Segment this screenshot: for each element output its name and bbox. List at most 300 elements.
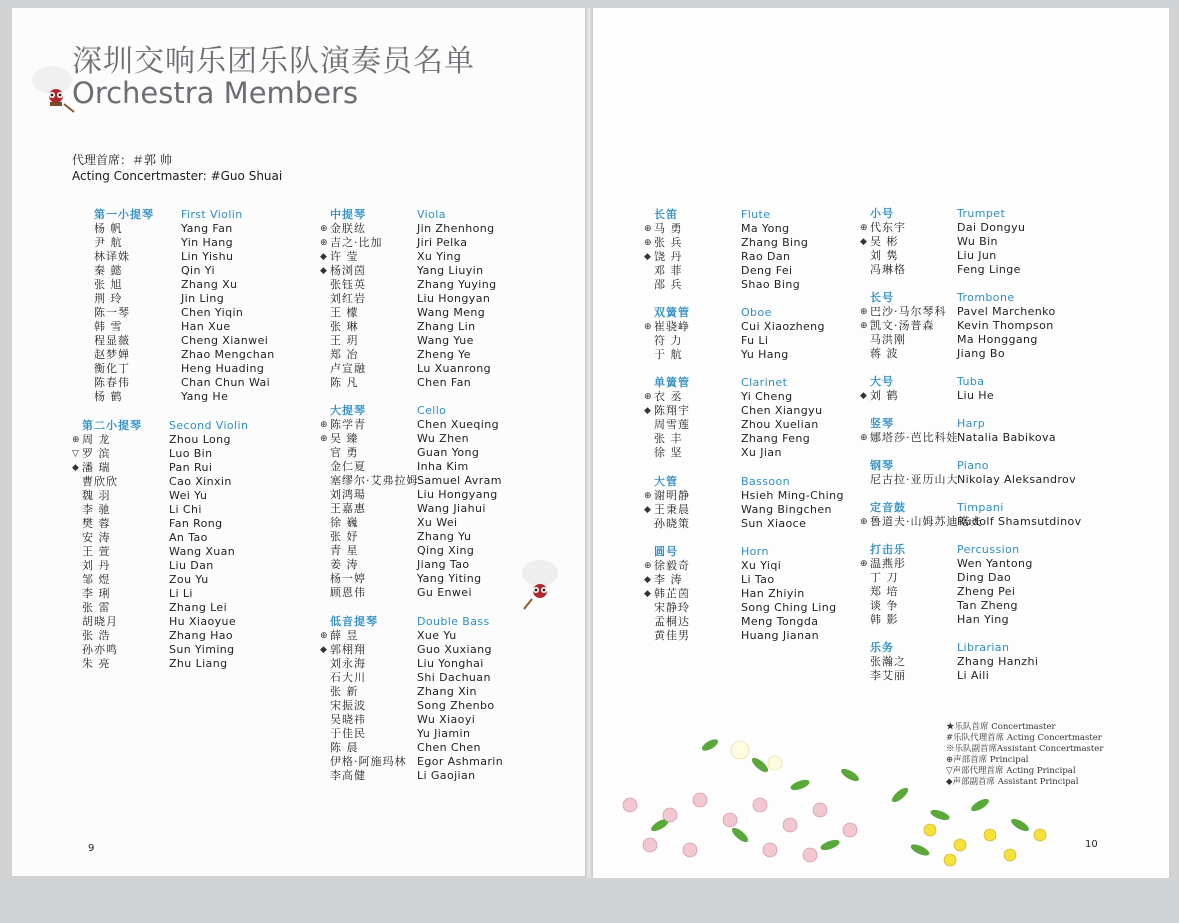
member-name-en: Li Li bbox=[169, 587, 193, 600]
member-name-en: Huang Jianan bbox=[741, 629, 819, 642]
member-row bbox=[860, 249, 1025, 263]
member-name-en: Yang Yiting bbox=[417, 572, 482, 585]
member-name-en: Cui Xiaozheng bbox=[741, 320, 825, 333]
member-name-cn: 薛 昱 bbox=[330, 629, 359, 642]
member-name-en: Cao Xinxin bbox=[169, 475, 232, 488]
member-row bbox=[320, 769, 503, 783]
role-mark bbox=[320, 502, 330, 516]
section-clarinet bbox=[644, 376, 822, 460]
member-name-cn: 陈一琴 bbox=[94, 306, 130, 319]
section-heading-cn: 长笛 bbox=[654, 208, 678, 221]
member-row bbox=[72, 629, 248, 643]
role-mark: ⊕ bbox=[644, 392, 652, 402]
member-row bbox=[84, 362, 275, 376]
role-mark: ⊕ bbox=[860, 223, 868, 233]
section-flute bbox=[644, 208, 808, 292]
section-cello bbox=[320, 404, 502, 600]
member-row bbox=[72, 573, 248, 587]
member-name-en: Zhou Long bbox=[169, 433, 231, 446]
member-name-en: Yang Fan bbox=[181, 222, 233, 235]
role-mark: ⊕ bbox=[72, 435, 80, 445]
member-name-en: Xu Ying bbox=[417, 250, 462, 263]
role-mark bbox=[320, 685, 330, 699]
section-heading-en: Double Bass bbox=[417, 615, 490, 628]
member-row bbox=[72, 433, 248, 447]
member-row bbox=[72, 545, 248, 559]
member-name-en: Wang Bingchen bbox=[741, 503, 832, 516]
member-row bbox=[320, 334, 496, 348]
member-name-cn: 吉之·比加 bbox=[330, 236, 383, 249]
member-row bbox=[72, 503, 248, 517]
section-viola bbox=[320, 208, 496, 390]
role-mark: ◆ bbox=[320, 252, 327, 262]
member-name-en: Deng Fei bbox=[741, 264, 793, 277]
section-harp bbox=[860, 417, 1056, 445]
role-mark: ◆ bbox=[860, 391, 867, 401]
member-name-en: Han Xue bbox=[181, 320, 231, 333]
role-mark: ◆ bbox=[72, 463, 79, 473]
member-name-en: Fu Li bbox=[741, 334, 769, 347]
member-name-cn: 林译姝 bbox=[94, 250, 130, 263]
member-row bbox=[84, 250, 275, 264]
role-mark bbox=[860, 669, 870, 683]
member-name-cn: 于 航 bbox=[654, 348, 683, 361]
section-heading-spacer bbox=[860, 459, 870, 473]
member-name-cn: 温燕彤 bbox=[870, 557, 906, 570]
role-mark: ⊕ bbox=[320, 238, 328, 248]
member-row bbox=[860, 389, 994, 403]
section-piano bbox=[860, 459, 1076, 487]
role-mark bbox=[860, 249, 870, 263]
member-row bbox=[644, 432, 822, 446]
member-name-cn: 魏 羽 bbox=[82, 489, 111, 502]
member-row bbox=[644, 348, 825, 362]
member-name-en: Xu Yiqi bbox=[741, 559, 782, 572]
member-name-en: Zhang Hao bbox=[169, 629, 234, 642]
legend bbox=[946, 722, 1103, 788]
member-name-cn: 王 檬 bbox=[330, 306, 359, 319]
member-name-cn: 曹欣欣 bbox=[82, 475, 118, 488]
member-name-cn: 吴晓祎 bbox=[330, 713, 366, 726]
member-name-cn: 金朕纮 bbox=[330, 222, 366, 235]
member-name-cn: 衣 丞 bbox=[654, 390, 683, 403]
role-mark bbox=[644, 432, 654, 446]
member-row bbox=[72, 559, 248, 573]
section-heading-cn: 竖琴 bbox=[870, 417, 894, 430]
role-mark bbox=[860, 347, 870, 361]
member-row bbox=[320, 362, 496, 376]
role-mark bbox=[644, 264, 654, 278]
member-name-cn: 周雪莲 bbox=[654, 418, 690, 431]
member-name-en: Gu Enwei bbox=[417, 586, 472, 599]
member-name-cn: 李 驰 bbox=[82, 503, 111, 516]
member-name-cn: 张 妤 bbox=[330, 530, 359, 543]
member-row bbox=[320, 418, 502, 432]
section-heading-spacer bbox=[860, 501, 870, 515]
member-row bbox=[320, 474, 502, 488]
member-name-cn: 鲁道夫·山姆苏迪诺夫 bbox=[870, 515, 983, 528]
member-name-en: Yang He bbox=[181, 390, 229, 403]
member-row bbox=[860, 305, 1056, 319]
role-mark bbox=[84, 306, 94, 320]
member-name-cn: 孟桐达 bbox=[654, 615, 690, 628]
member-row bbox=[320, 530, 502, 544]
role-mark bbox=[84, 250, 94, 264]
member-name-cn: 邓 菲 bbox=[654, 264, 683, 277]
mascot-icon bbox=[510, 555, 570, 615]
member-row bbox=[644, 503, 844, 517]
member-name-cn: 刘红岩 bbox=[330, 292, 366, 305]
member-name-cn: 郑 培 bbox=[870, 585, 899, 598]
member-name-en: Cheng Xianwei bbox=[181, 334, 269, 347]
member-name-en: Chen Fan bbox=[417, 376, 472, 389]
section-heading-en: Percussion bbox=[957, 543, 1020, 556]
member-name-en: Wu Zhen bbox=[417, 432, 469, 445]
member-name-en: Inha Kim bbox=[417, 460, 469, 473]
section-heading-spacer bbox=[320, 404, 330, 418]
section-heading-en: Viola bbox=[417, 208, 446, 221]
member-name-en: Liu Jun bbox=[957, 249, 997, 262]
section-heading-en: Piano bbox=[957, 459, 989, 472]
member-name-en: Yu Jiamin bbox=[417, 727, 471, 740]
member-name-en: Egor Ashmarin bbox=[417, 755, 504, 768]
role-mark: ⊕ bbox=[644, 491, 652, 501]
legend-item: ★乐队首席 Concertmaster bbox=[946, 722, 1056, 732]
role-mark: ⊕ bbox=[320, 434, 328, 444]
legend-item: ◆声部副首席 Assistant Principal bbox=[946, 777, 1079, 787]
member-name-cn: 孙亦鸣 bbox=[82, 643, 118, 656]
role-mark bbox=[72, 517, 82, 531]
member-name-cn: 张 旭 bbox=[94, 278, 123, 291]
role-mark bbox=[84, 278, 94, 292]
member-name-cn: 郭栩翔 bbox=[330, 643, 366, 656]
member-name-en: Zhang Bing bbox=[741, 236, 809, 249]
member-row bbox=[860, 669, 1038, 683]
member-row bbox=[644, 264, 808, 278]
section-heading-en: Bassoon bbox=[741, 475, 790, 488]
role-mark bbox=[644, 278, 654, 292]
member-name-en: Zou Yu bbox=[169, 573, 209, 586]
section-heading-en: Second Violin bbox=[169, 419, 249, 432]
role-mark: ⊕ bbox=[860, 517, 868, 527]
member-name-en: Rao Dan bbox=[741, 250, 791, 263]
member-name-cn: 刘 鹤 bbox=[870, 389, 899, 402]
member-row bbox=[860, 613, 1033, 627]
role-mark bbox=[72, 559, 82, 573]
member-row bbox=[644, 334, 825, 348]
member-row bbox=[644, 587, 836, 601]
role-mark bbox=[320, 320, 330, 334]
section-heading-cn: 中提琴 bbox=[330, 208, 366, 221]
member-name-cn: 刘 隽 bbox=[870, 249, 899, 262]
member-name-en: Yu Hang bbox=[741, 348, 789, 361]
member-row bbox=[320, 306, 496, 320]
member-name-cn: 邹 煜 bbox=[82, 573, 111, 586]
member-name-cn: 代东宇 bbox=[870, 221, 906, 234]
member-name-cn: 秦 懿 bbox=[94, 264, 123, 277]
section-heading-spacer bbox=[644, 208, 654, 222]
member-name-cn: 徐毅奇 bbox=[654, 559, 690, 572]
member-name-en: Zhang Yu bbox=[417, 530, 472, 543]
role-mark: ◆ bbox=[320, 266, 327, 276]
member-row bbox=[84, 376, 275, 390]
section-heading-cn: 定音鼓 bbox=[870, 501, 906, 514]
member-row bbox=[72, 447, 248, 461]
member-row bbox=[72, 601, 248, 615]
role-mark bbox=[84, 334, 94, 348]
section-double-bass bbox=[320, 615, 503, 783]
section-trombone bbox=[860, 291, 1056, 361]
member-row bbox=[84, 236, 275, 250]
section-first-violin bbox=[84, 208, 275, 404]
section-heading-spacer bbox=[72, 419, 82, 433]
member-name-en: Chen Chen bbox=[417, 741, 481, 754]
member-row bbox=[72, 461, 248, 475]
role-mark bbox=[860, 571, 870, 585]
section-heading-spacer bbox=[320, 615, 330, 629]
member-name-cn: 姜 涛 bbox=[330, 558, 359, 571]
role-mark bbox=[860, 599, 870, 613]
member-row bbox=[320, 643, 503, 657]
member-name-cn: 张 兵 bbox=[654, 236, 683, 249]
member-name-cn: 韩 影 bbox=[870, 613, 899, 626]
section-heading-cn: 第二小提琴 bbox=[82, 419, 142, 432]
member-name-en: Shao Bing bbox=[741, 278, 801, 291]
member-name-en: Wang Yue bbox=[417, 334, 474, 347]
member-name-en: Hu Xiaoyue bbox=[169, 615, 237, 628]
member-name-en: Song Zhenbo bbox=[417, 699, 495, 712]
member-name-en: Yin Hang bbox=[181, 236, 234, 249]
section-heading-spacer bbox=[860, 207, 870, 221]
section-heading-spacer bbox=[860, 417, 870, 431]
section-heading-spacer bbox=[644, 306, 654, 320]
role-mark bbox=[72, 657, 82, 671]
member-name-cn: 崔骁峥 bbox=[654, 320, 690, 333]
section-heading-en: Trumpet bbox=[957, 207, 1006, 220]
member-row bbox=[72, 531, 248, 545]
role-mark: ⊕ bbox=[644, 238, 652, 248]
member-name-en: Xu Jian bbox=[741, 446, 782, 459]
member-row bbox=[860, 599, 1033, 613]
legend-item: #乐队代理首席 Acting Concertmaster bbox=[946, 733, 1102, 743]
member-row bbox=[320, 236, 496, 250]
member-name-en: An Tao bbox=[169, 531, 208, 544]
member-name-en: Wu Bin bbox=[957, 235, 998, 248]
member-name-en: Lu Xuanrong bbox=[417, 362, 491, 375]
role-mark: ▽ bbox=[72, 449, 79, 459]
member-name-en: Sun Yiming bbox=[169, 643, 235, 656]
member-name-cn: 张 雷 bbox=[82, 601, 111, 614]
role-mark bbox=[72, 573, 82, 587]
member-row bbox=[860, 655, 1038, 669]
member-name-cn: 王 玥 bbox=[330, 334, 359, 347]
member-name-cn: 王 萱 bbox=[82, 545, 111, 558]
legend-item: ⊕声部首席 Principal bbox=[946, 755, 1029, 765]
member-name-en: Chen Xiangyu bbox=[741, 404, 823, 417]
member-name-cn: 王嘉惠 bbox=[330, 502, 366, 515]
member-name-cn: 杨 帆 bbox=[94, 222, 123, 235]
member-name-en: Liu He bbox=[957, 389, 995, 402]
member-row bbox=[320, 278, 496, 292]
member-name-en: Wang Jiahui bbox=[417, 502, 486, 515]
member-name-cn: 于佳民 bbox=[330, 727, 366, 740]
member-name-en: Xu Wei bbox=[417, 516, 458, 529]
member-name-cn: 赵梦婵 bbox=[94, 348, 130, 361]
member-name-cn: 衡化丁 bbox=[94, 362, 130, 375]
member-name-en: Han Ying bbox=[957, 613, 1010, 626]
section-heading-spacer bbox=[320, 208, 330, 222]
section-oboe bbox=[644, 306, 825, 362]
section-heading-spacer bbox=[860, 291, 870, 305]
role-mark bbox=[84, 264, 94, 278]
section-heading-cn: 钢琴 bbox=[870, 459, 894, 472]
section-heading-cn: 大号 bbox=[870, 375, 894, 388]
member-row bbox=[320, 516, 502, 530]
member-name-cn: 陈 晨 bbox=[330, 741, 359, 754]
member-row bbox=[84, 222, 275, 236]
role-mark bbox=[320, 741, 330, 755]
member-row bbox=[84, 334, 275, 348]
member-name-cn: 韩 雪 bbox=[94, 320, 123, 333]
role-mark bbox=[644, 629, 654, 643]
member-row bbox=[320, 657, 503, 671]
role-mark bbox=[320, 558, 330, 572]
member-name-en: Zhang Lin bbox=[417, 320, 476, 333]
section-heading-cn: 单簧管 bbox=[654, 376, 690, 389]
role-mark bbox=[84, 362, 94, 376]
member-name-cn: 徐 坚 bbox=[654, 446, 683, 459]
member-name-en: Zheng Ye bbox=[417, 348, 471, 361]
member-name-cn: 罗 滨 bbox=[82, 447, 111, 460]
member-name-cn: 吴 彬 bbox=[870, 235, 899, 248]
member-name-cn: 杨一婷 bbox=[330, 572, 366, 585]
member-name-cn: 韩芷茵 bbox=[654, 587, 690, 600]
member-name-en: Yi Cheng bbox=[741, 390, 793, 403]
legend-item: ※乐队副首席Assistant Concertmaster bbox=[946, 744, 1104, 754]
member-name-cn: 伊格·阿施玛林 bbox=[330, 755, 407, 768]
section-heading-en: Cello bbox=[417, 404, 447, 417]
member-name-cn: 潘 瑞 bbox=[82, 461, 111, 474]
role-mark bbox=[84, 222, 94, 236]
member-row bbox=[72, 517, 248, 531]
member-name-en: Pavel Marchenko bbox=[957, 305, 1056, 318]
role-mark bbox=[72, 475, 82, 489]
member-name-cn: 塞缪尔·艾弗拉姆 bbox=[330, 474, 419, 487]
member-name-cn: 樊 蓉 bbox=[82, 517, 111, 530]
member-row bbox=[84, 264, 275, 278]
role-mark bbox=[320, 376, 330, 390]
member-name-cn: 宋静玲 bbox=[654, 601, 690, 614]
member-name-cn: 李高健 bbox=[330, 769, 366, 782]
role-mark bbox=[72, 503, 82, 517]
member-row bbox=[860, 221, 1025, 235]
section-heading-spacer bbox=[644, 545, 654, 559]
role-mark bbox=[320, 278, 330, 292]
member-name-cn: 荆 玲 bbox=[94, 292, 123, 305]
role-mark bbox=[860, 333, 870, 347]
member-name-cn: 许 莹 bbox=[330, 250, 359, 263]
member-name-en: Natalia Babikova bbox=[957, 431, 1057, 444]
role-mark: ⊕ bbox=[644, 224, 652, 234]
section-heading-cn: 大管 bbox=[654, 475, 678, 488]
role-mark bbox=[72, 643, 82, 657]
member-name-cn: 马 勇 bbox=[654, 222, 683, 235]
member-row bbox=[860, 333, 1056, 347]
member-name-en: Zhang Lei bbox=[169, 601, 228, 614]
member-row bbox=[320, 671, 503, 685]
member-row bbox=[860, 515, 1082, 529]
member-name-cn: 刘 丹 bbox=[82, 559, 111, 572]
role-mark bbox=[644, 517, 654, 531]
member-row bbox=[860, 571, 1033, 585]
member-row bbox=[320, 586, 502, 600]
role-mark bbox=[84, 292, 94, 306]
member-row bbox=[72, 475, 248, 489]
member-name-en: Yang Liuyin bbox=[417, 264, 484, 277]
member-row bbox=[320, 727, 503, 741]
member-name-en: Wang Xuan bbox=[169, 545, 236, 558]
role-mark bbox=[72, 489, 82, 503]
member-row bbox=[860, 585, 1033, 599]
member-name-en: Liu Hongyang bbox=[417, 488, 498, 501]
section-heading-spacer bbox=[860, 641, 870, 655]
member-row bbox=[320, 629, 503, 643]
member-row bbox=[84, 320, 275, 334]
member-row bbox=[644, 418, 822, 432]
section-heading-spacer bbox=[644, 376, 654, 390]
member-row bbox=[320, 685, 503, 699]
role-mark bbox=[320, 657, 330, 671]
member-name-en: Ma Honggang bbox=[957, 333, 1038, 346]
member-name-cn: 杨浏茵 bbox=[330, 264, 366, 277]
role-mark bbox=[320, 544, 330, 558]
member-row bbox=[320, 572, 502, 586]
member-name-en: Liu Yonghai bbox=[417, 657, 484, 670]
section-librarian bbox=[860, 641, 1038, 683]
member-name-cn: 李 涛 bbox=[654, 573, 683, 586]
section-horn bbox=[644, 545, 836, 643]
role-mark: ⊕ bbox=[860, 559, 868, 569]
role-mark bbox=[84, 320, 94, 334]
role-mark bbox=[860, 585, 870, 599]
member-row bbox=[72, 489, 248, 503]
role-mark bbox=[320, 474, 330, 488]
member-row bbox=[72, 643, 248, 657]
member-name-cn: 丁 刀 bbox=[870, 571, 899, 584]
role-mark bbox=[84, 236, 94, 250]
member-name-en: Meng Tongda bbox=[741, 615, 819, 628]
section-heading-en: Flute bbox=[741, 208, 771, 221]
role-mark bbox=[320, 292, 330, 306]
member-row bbox=[860, 431, 1056, 445]
member-row bbox=[320, 348, 496, 362]
member-name-cn: 张 浩 bbox=[82, 629, 111, 642]
member-name-cn: 刘永海 bbox=[330, 657, 366, 670]
section-tuba bbox=[860, 375, 994, 403]
role-mark bbox=[320, 334, 330, 348]
section-heading-cn: 圆号 bbox=[654, 545, 678, 558]
member-name-en: Heng Huading bbox=[181, 362, 265, 375]
member-row bbox=[644, 222, 808, 236]
member-name-en: Liu Hongyan bbox=[417, 292, 491, 305]
member-row bbox=[320, 432, 502, 446]
member-name-en: Jin Zhenhong bbox=[417, 222, 495, 235]
member-name-cn: 符 力 bbox=[654, 334, 683, 347]
member-name-en: Guo Xuxiang bbox=[417, 643, 492, 656]
role-mark bbox=[84, 390, 94, 404]
member-name-en: Ma Yong bbox=[741, 222, 790, 235]
role-mark: ◆ bbox=[644, 589, 651, 599]
